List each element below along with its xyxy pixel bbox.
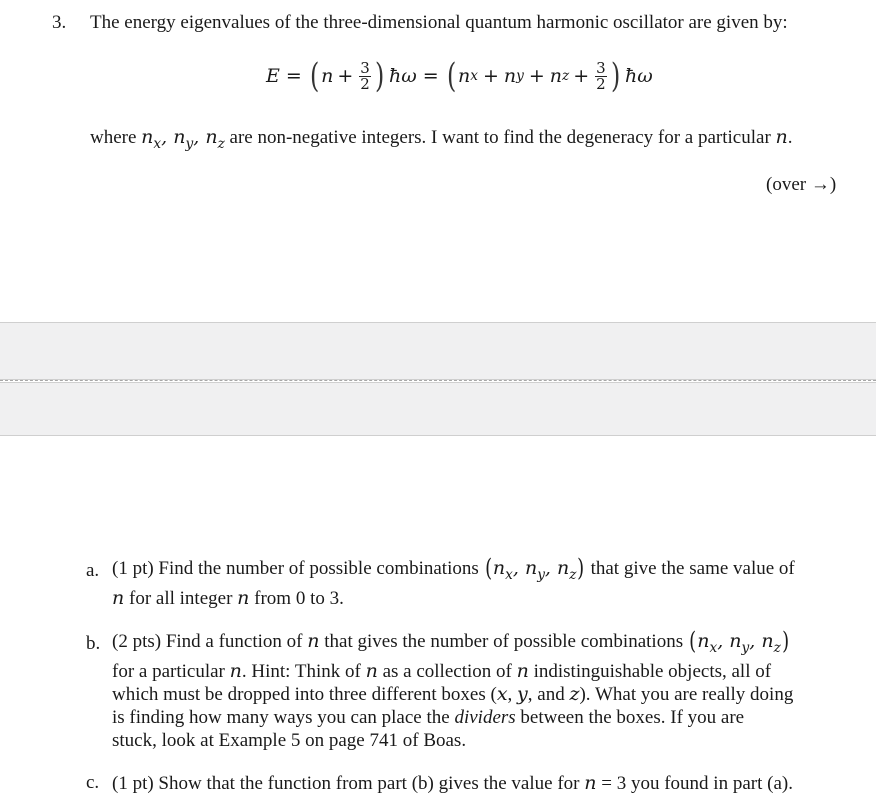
part-c-text: (1 pt) Show that the function from part (b) gives the value for n = 3 you found in part (a). <box>112 772 793 794</box>
fraction-three-halves: $\frac{3}{2}$ <box>360 58 370 93</box>
energy-equation: E = ( n + $\frac{3}{2}$ ) ħω = ( n x + n y + n z + $\frac{3}{2}$ ) ħω <box>266 56 653 96</box>
problem-number: 3. <box>52 12 67 33</box>
part-a-text: (1 pt) Find the number of possible combinations ($n_x$, $n_y$, $n_z$) that give the same value of n for all integer n from 0 to 3. <box>112 554 795 609</box>
page-break-bottom <box>0 382 876 436</box>
where-line: where $n_x$, $n_y$, $n_z$ are non-negative integers. I want to find the degeneracy for a particular n. <box>90 126 793 152</box>
page-break-top <box>0 322 876 380</box>
over-note: (over →) <box>766 174 837 195</box>
n-x-var: $n_x$ <box>141 126 162 152</box>
page-break-divider <box>0 380 876 381</box>
n-y-var: $n_y$ <box>173 126 194 152</box>
part-c-label: c. <box>86 772 100 793</box>
part-b-text: (2 pts) Find a function of n that gives the number of possible combinations ($n_x$, $n_y$, $n_z$) for a particular n. Hint: Think of n as a collection of n indistinguishable objects, all of which must be dropped into three different boxes (x, y, and z). What you are really doing is finding how many ways you can place the dividers between the boxes. If you are stuck, look at Example 5 on page 741 of Boas. <box>112 627 794 751</box>
problem-intro: The energy eigenvalues of the three-dimensional quantum harmonic oscillator are given by: <box>90 12 788 33</box>
part-b-label: b. <box>86 633 101 654</box>
n-z-var: $n_z$ <box>205 126 225 152</box>
fraction-three-halves-2: $\frac{3}{2}$ <box>596 58 606 93</box>
part-a-label: a. <box>86 560 100 581</box>
